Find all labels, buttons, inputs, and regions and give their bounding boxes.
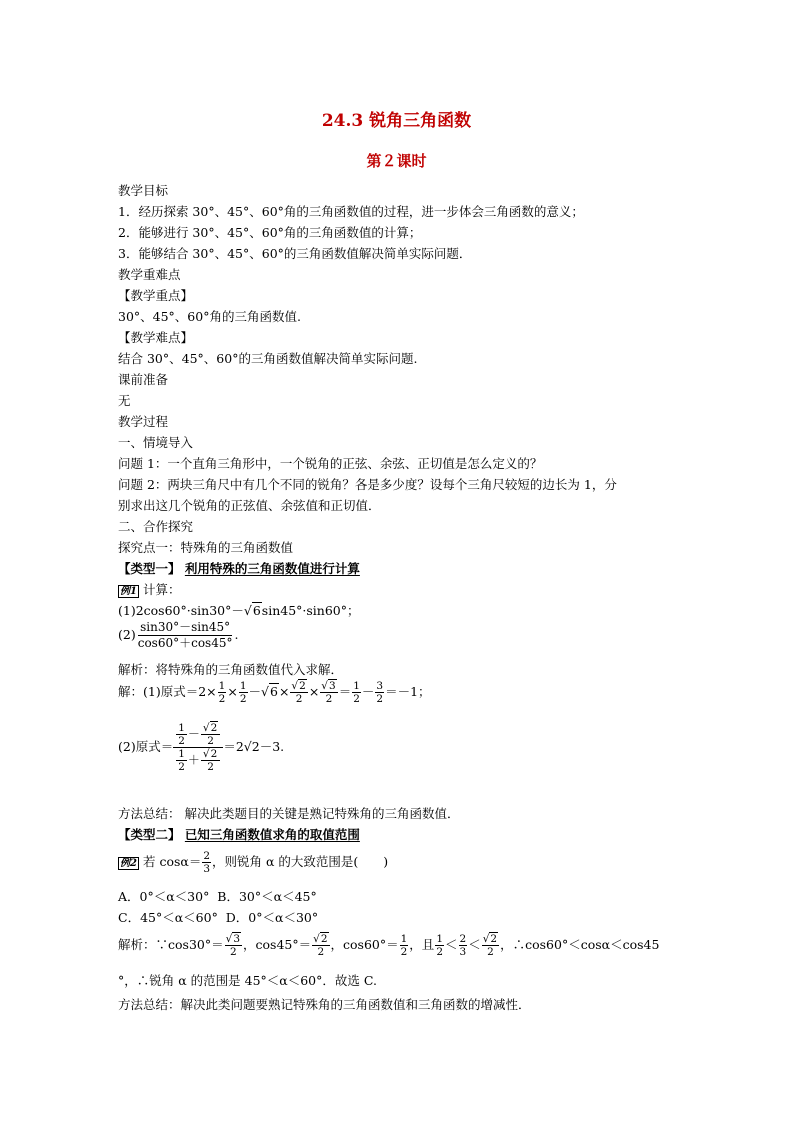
page-subtitle: 第２课时	[366, 152, 427, 170]
option-c: C．45°＜α＜60°	[118, 910, 218, 925]
example-1	[118, 581, 180, 598]
problem-1: (1)2cos60°·sin30°－√6sin45°·sin60°；	[118, 603, 360, 618]
question-2-cont: 别求出这几个锐角的正弦值、余弦值和正切值．	[118, 498, 381, 513]
explore-point: 探究点一：特殊角的三角函数值	[118, 540, 294, 555]
options-row-2	[118, 909, 318, 926]
prep-text: 无	[118, 393, 131, 408]
example-prompt: 计算：	[142, 582, 181, 597]
keypoints-heading: 教学重难点	[118, 267, 181, 282]
type-title: 已知三角函数值求角的取值范围	[184, 827, 360, 842]
process-heading: 教学过程	[118, 414, 169, 429]
problem-2: (2) $\frac{\sin 30^\circ-\sin 45^\circ}{\cos 60^\circ+\cos 45^\circ}$ .	[118, 620, 239, 650]
analysis-1: 解析：将特殊角的三角函数值代入求解．	[118, 662, 344, 677]
question-1: 问题 1：一个直角三角形中，一个锐角的正弦、余弦、正切值是怎么定义的？	[118, 456, 543, 471]
difficulty-text: 结合 30°、45°、60°的三角函数值解决简单实际问题.	[118, 351, 418, 366]
type-label: 【类型一】	[118, 561, 181, 576]
focus-label: 【教学重点】	[118, 288, 194, 303]
section-heading: 二、合作探究	[118, 519, 194, 534]
difficulty-label: 【教学难点】	[118, 330, 194, 345]
option-b: B．30°＜α＜45°	[217, 889, 317, 904]
type-title: 利用特殊的三角函数值进行计算	[184, 561, 360, 576]
page-title: 24.3 锐角三角函数	[321, 111, 472, 131]
objectives-heading: 教学目标	[118, 183, 169, 198]
summary-1: 方法总结： 解决此类题目的关键是熟记特殊角的三角函数值．	[118, 806, 460, 821]
example-tag: 例1	[120, 586, 137, 597]
solution-2: (2)原式＝ $\frac{1}{2}$ － $\frac{√2}{2}$ $\frac{1}{2}$ ＋ $\frac{√2}{2}$ ＝2√2－3.	[118, 722, 285, 773]
solution-1: 解：(1)原式＝2× $\frac{1}{2}$ × $\frac{1}{2}$ －√6× $\frac{√2}{2}$ × $\frac{√3}{2}$ ＝ $\frac{1}{2}$ － $\frac{3}{2}$ ＝－1；	[118, 680, 431, 705]
option-a: A．0°＜α＜30°	[118, 889, 210, 904]
option-d: D．0°＜α＜30°	[225, 910, 319, 925]
example-tag: 例2	[120, 858, 137, 869]
prep-heading: 课前准备	[118, 372, 169, 387]
fraction: $\frac{\sin 30^\circ-\sin 45^\circ}{\cos 60^\circ+\cos 45^\circ}$	[137, 620, 233, 650]
type2-heading	[118, 826, 360, 843]
section-heading: 一、情境导入	[118, 435, 194, 450]
example-2: 例2 若 cosα＝ $\frac{2}{3}$ ，则锐角 α 的大致范围是( )	[120, 850, 389, 875]
question-2: 问题 2：两块三角尺中有几个不同的锐角？各是多少度？设每个三角尺较短的边长为 1，分	[118, 477, 617, 492]
focus-text: 30°、45°、60°角的三角函数值.	[118, 309, 301, 324]
sqrt-sign: √	[243, 603, 252, 618]
summary-2: 方法总结：解决此类问题要熟记特殊角的三角函数值和三角函数的增减性．	[118, 997, 531, 1012]
complex-fraction: $\frac{1}{2}$ － $\frac{√2}{2}$ $\frac{1}{2}$ ＋ $\frac{√2}{2}$	[173, 722, 223, 773]
type1-heading	[118, 560, 360, 577]
analysis-2-cont: °，∴锐角 α 的范围是 45°＜α＜60°．故选 C.	[118, 973, 377, 988]
options-row-1	[118, 888, 317, 905]
type-label: 【类型二】	[118, 827, 181, 842]
objective-item: 1．经历探索 30°、45°、60°角的三角函数值的过程，进一步体会三角函数的意义；	[118, 204, 584, 219]
objective-item: 3．能够结合 30°、45°、60°的三角函数值解决简单实际问题．	[118, 246, 472, 261]
objective-item: 2．能够进行 30°、45°、60°角的三角函数值的计算；	[118, 225, 422, 240]
analysis-2: 解析：∵cos30°＝ $\frac{√3}{2}$ ，cos45°＝ $\frac{√2}{2}$ ，cos60°＝ $\frac{1}{2}$ ，且 $\frac{1}{2}$ ＜ $\frac{2}{3}$ ＜ $\frac{√2}{2}$ ，∴cos60°＜cosα＜cos45	[118, 933, 660, 958]
